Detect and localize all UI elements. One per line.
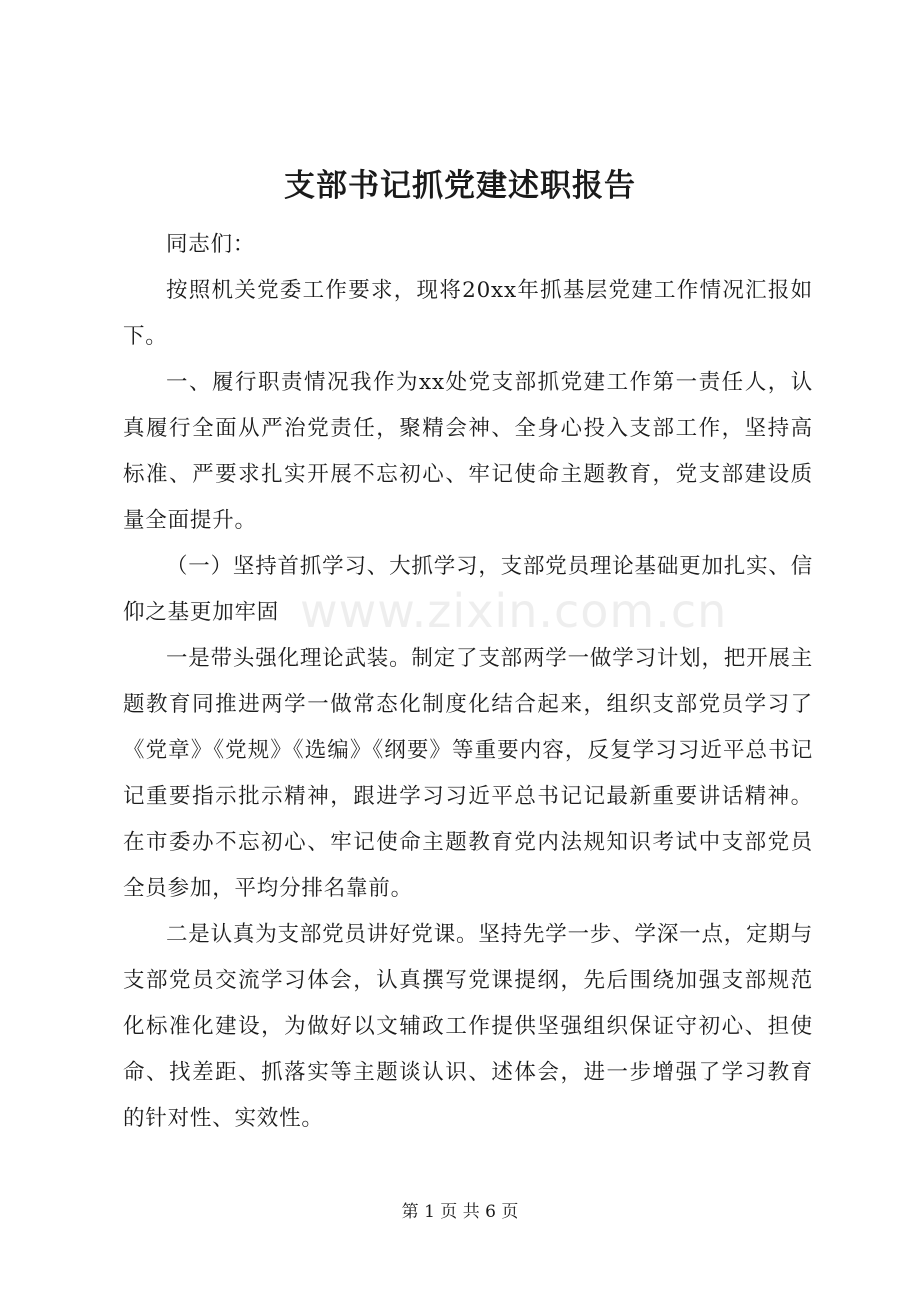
- watermark: www.zixin.com.cn: [300, 584, 728, 638]
- point-one-paragraph: 一是带头强化理论武装。制定了支部两学一做学习计划，把开展主题教育同推进两学一做常态化制度化结合起来，组织支部党员学习了《党章》《党规》《选编》《纲要》等重要内容，反复学习习近平总书记记重要指示批示精神，跟进学习习近平总书记记最新重要讲话精神。在市委办不忘初心、牢记使命主题教育党内法规知识考试中支部党员全员参加，平均分排名靠前。: [123, 646, 813, 901]
- point-two-paragraph: 二是认真为支部党员讲好党课。坚持先学一步、学深一点，定期与支部党员交流学习体会，认真撰写党课提纲，先后围绕加强支部规范化标准化建设，为做好以文辅政工作提供坚强组织保证守初心、担使命、找差距、抓落实等主题谈认识、述体会，进一步增强了学习教育的针对性、实效性。: [123, 922, 813, 1131]
- salutation-paragraph: 同志们：: [166, 232, 256, 257]
- intro-paragraph: 按照机关党委工作要求，现将20xx年抓基层党建工作情况汇报如下。: [123, 278, 813, 349]
- section-one-paragraph: 一、履行职责情况我作为xx处党支部抓党建工作第一责任人，认真履行全面从严治党责任，聚精会神、全身心投入支部工作，坚持高标准、严要求扎实开展不忘初心、牢记使命主题教育，党支部建设质量全面提升。: [123, 370, 813, 533]
- document-title: 支部书记抓党建述职报告: [284, 168, 636, 204]
- document-body: [123, 222, 813, 1142]
- page-footer: 第 1 页 共 6 页: [401, 1202, 519, 1222]
- subsection-heading-paragraph: （一）坚持首抓学习、大抓学习，支部党员理论基础更加扎实、信仰之基更加牢固: [123, 554, 813, 625]
